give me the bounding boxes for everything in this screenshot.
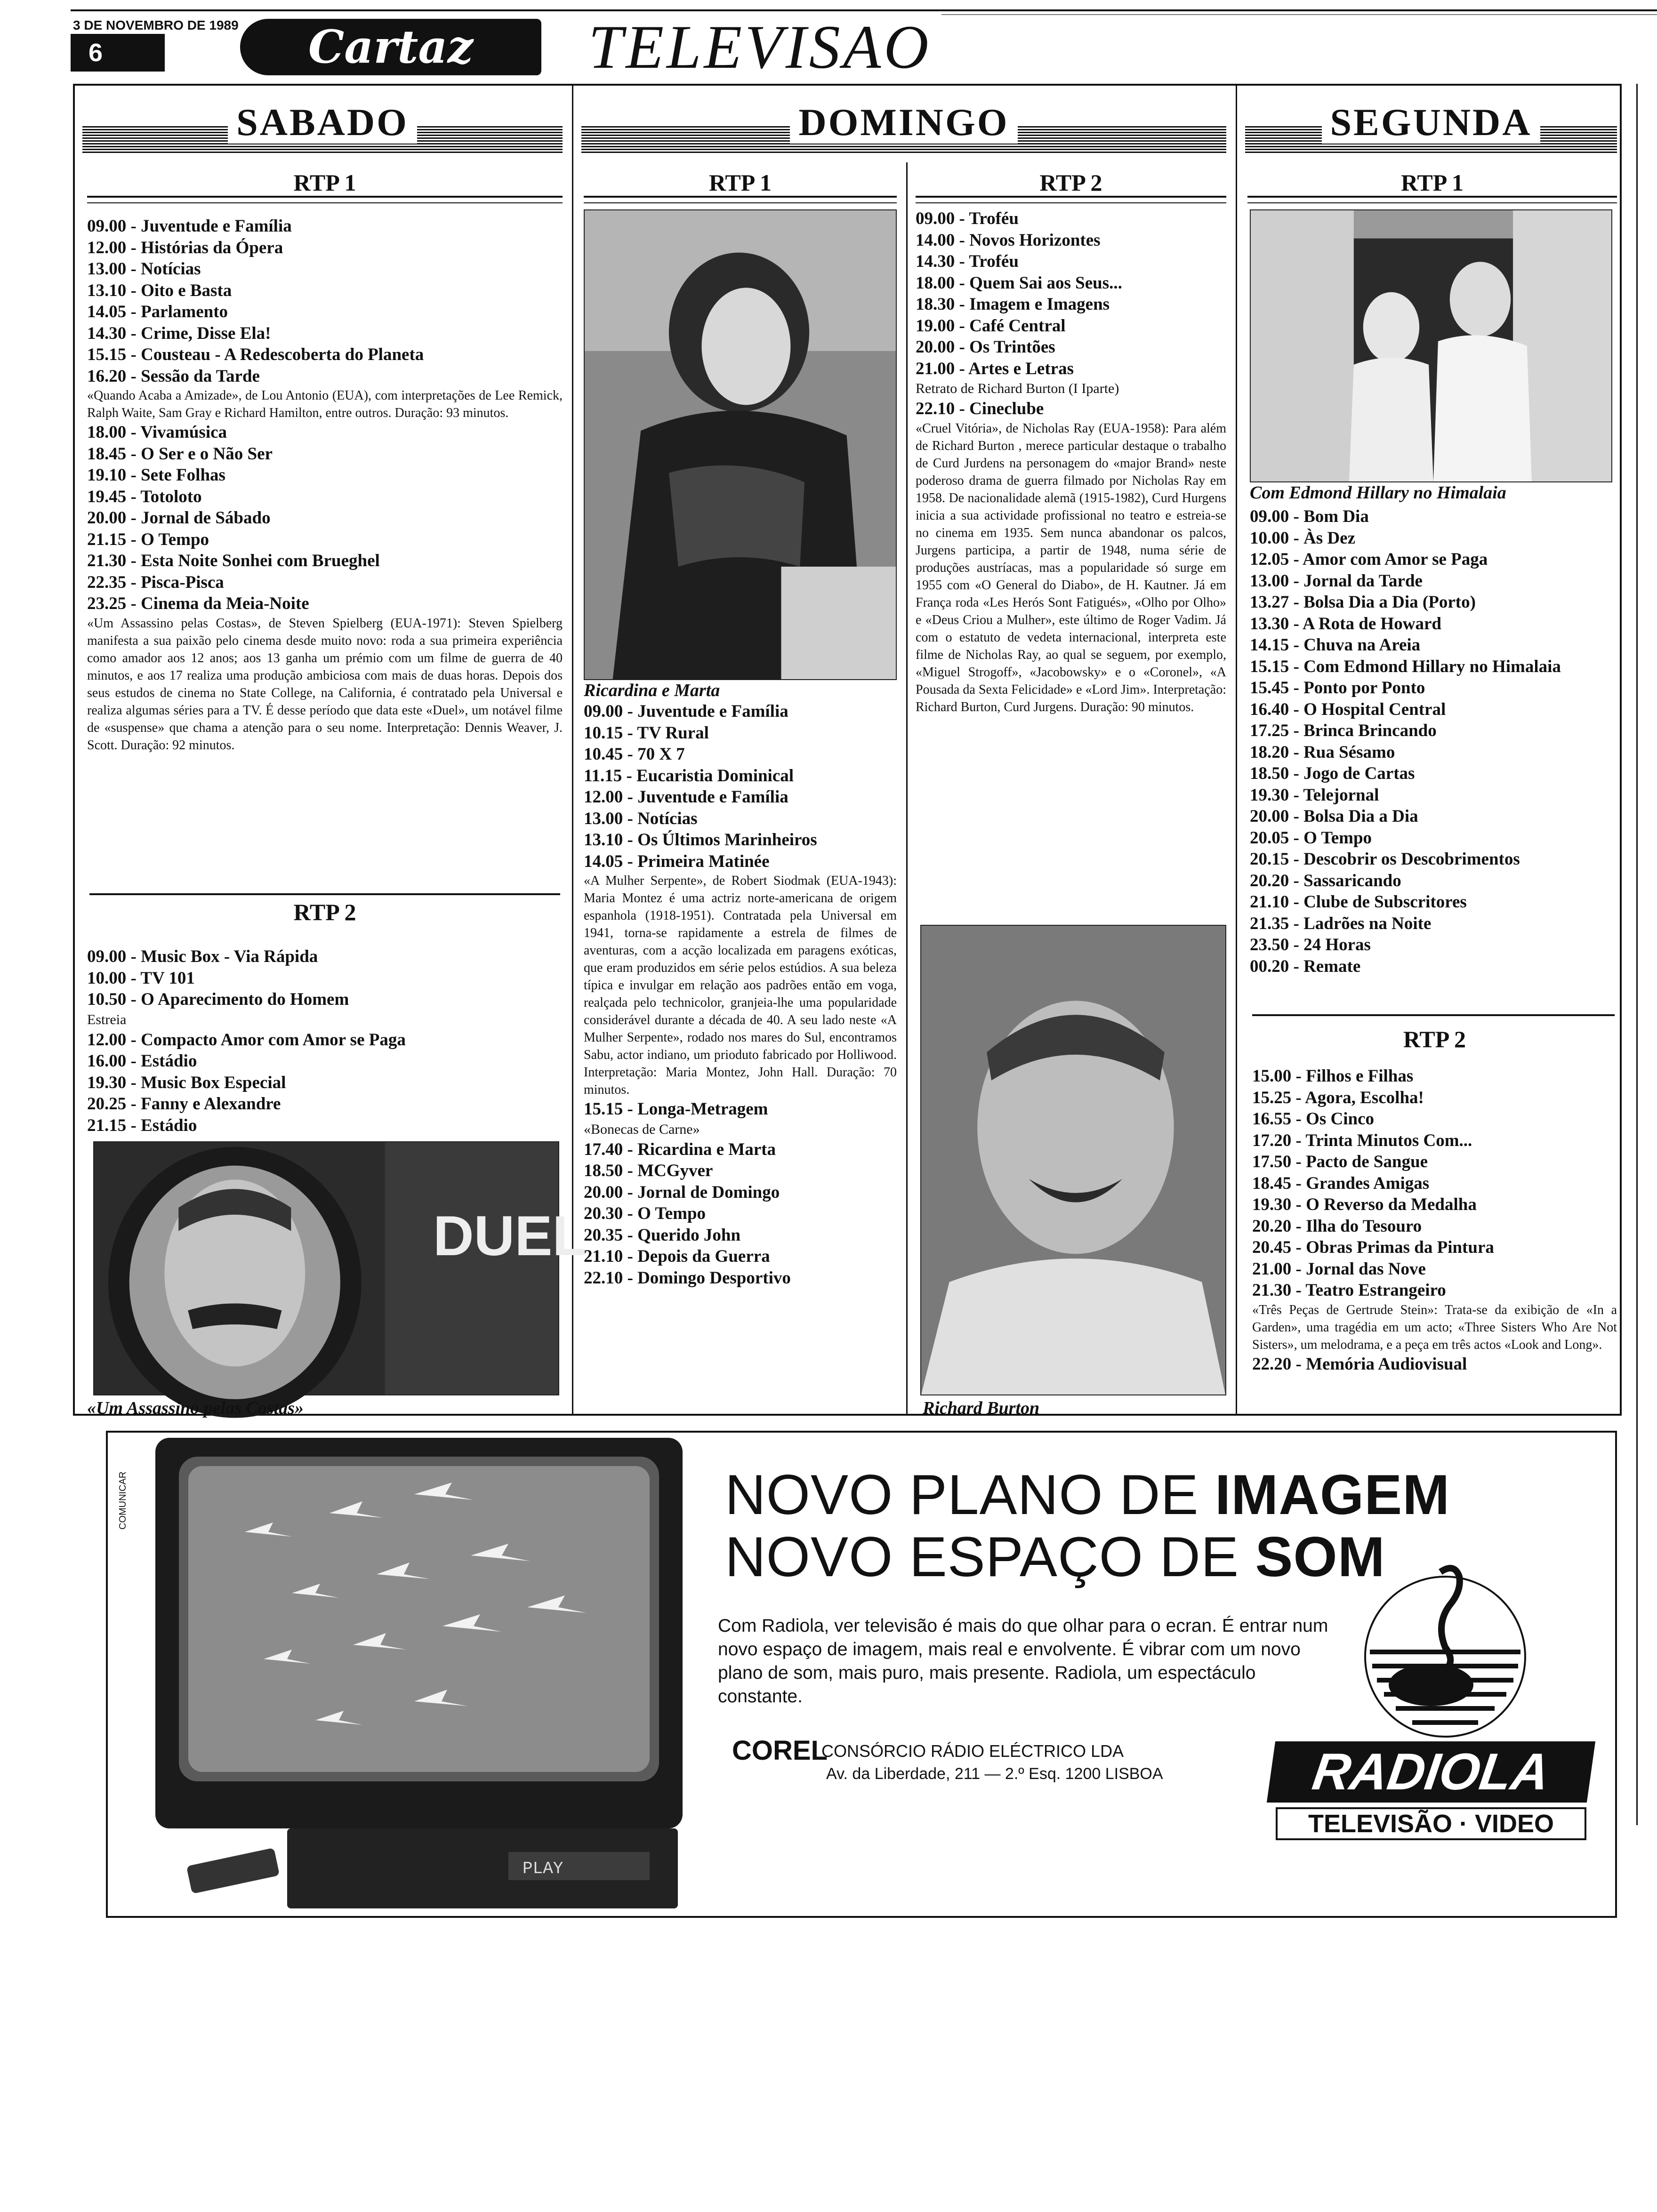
listing-item: 19.30 - Music Box Especial	[87, 1073, 286, 1092]
program-subtitle: Retrato de Richard Burton (I Iparte)	[916, 381, 1119, 396]
listing-item: 15.15 - Com Edmond Hillary no Himalaia	[1250, 657, 1561, 676]
flamingo-sun-icon	[1337, 1544, 1535, 1741]
listing-item: 20.20 - Sassaricando	[1250, 871, 1401, 890]
listing-item: 10.00 - Às Dez	[1250, 528, 1356, 548]
listing	[87, 925, 563, 1136]
listing-item: 18.00 - Quem Sai aos Seus...	[916, 273, 1122, 293]
listing	[87, 203, 563, 754]
channel-name: RTP 2	[1039, 169, 1102, 196]
sat-rtp1-block	[87, 169, 563, 754]
richard-burton-photo	[920, 925, 1226, 1395]
vcr-display: PLAY	[523, 1859, 563, 1878]
headline-line2: NOVO ESPAÇO DE	[725, 1525, 1255, 1588]
listing-item: 10.50 - O Aparecimento do Homem	[87, 990, 349, 1009]
listing-item: 20.00 - Bolsa Dia a Dia	[1250, 807, 1418, 826]
headline-line1-bold: IMAGEM	[1215, 1463, 1450, 1526]
sun-rtp2-block	[916, 169, 1226, 716]
listing-item: 21.00 - Artes e Letras	[916, 359, 1074, 378]
listing-item: 21.15 - Estádio	[87, 1115, 197, 1135]
program-subtitle: Estreia	[87, 1011, 127, 1027]
adjacent-page-edge	[1633, 84, 1657, 1825]
listing-item: 15.25 - Agora, Escolha!	[1252, 1088, 1424, 1107]
listing-item: 16.20 - Sessão da Tarde	[87, 366, 260, 386]
headline-line2-bold: SOM	[1255, 1525, 1385, 1588]
listing-item: 09.00 - Juventude e Família	[87, 216, 292, 236]
duel-photo	[93, 1141, 587, 1395]
listing-item: 15.00 - Filhos e Filhas	[1252, 1066, 1414, 1086]
listing-item: 18.45 - Grandes Amigas	[1252, 1173, 1430, 1193]
day-name: SEGUNDA	[1322, 101, 1541, 144]
listing-item: 20.05 - O Tempo	[1250, 828, 1372, 848]
listing-item: 19.10 - Sete Folhas	[87, 465, 225, 485]
listing-item: 21.10 - Depois da Guerra	[584, 1247, 770, 1266]
channel-rule	[87, 196, 563, 203]
mon-rtp1-block	[1247, 169, 1617, 203]
top-rule-thin	[941, 14, 1657, 15]
listing-item: 19.30 - O Reverso da Medalha	[1252, 1195, 1477, 1214]
listing-item: 12.00 - Compacto Amor com Amor se Paga	[87, 1030, 406, 1050]
channel-name: RTP 1	[293, 169, 356, 196]
listing-item: 12.00 - Juventude e Família	[584, 787, 788, 807]
listing-item: 12.00 - Histórias da Ópera	[87, 238, 283, 257]
sun-rtp1-listing	[584, 680, 897, 1289]
listing-item: 18.50 - MCGyver	[584, 1161, 713, 1180]
listing-item: 20.20 - Ilha do Tesouro	[1252, 1216, 1422, 1236]
channel-name: RTP 1	[709, 169, 772, 196]
listing-item: 21.30 - Teatro Estrangeiro	[1252, 1281, 1446, 1300]
listing-item: 13.10 - Os Últimos Marinheiros	[584, 830, 817, 850]
listing-item: 22.20 - Memória Audiovisual	[1252, 1354, 1467, 1374]
listing-item: 10.45 - 70 X 7	[584, 745, 685, 764]
listing-item: 09.00 - Music Box - Via Rápida	[87, 947, 318, 966]
listing-item: 21.15 - O Tempo	[87, 529, 209, 549]
program-note: «Um Assassino pelas Costas», de Steven Spielberg (EUA-1971): Steven Spielberg manifesta a sua paixão pelo cinema desde muito novo: roda a sua primeira experiência como amador aos 12 anos; aos 13 ganha um prémio com um filme de guerra de 40 minutos, e aos 17 realiza uma produção ambiciosa com mais de duas horas. Depois dos seus estudos de cinema no State College, na California, é contratado pela Universal e realiza algumas séries para a TV. É desse período que data este «Duel», um notável filme de «suspense» que chama a atenção para o seu nome. Interpretação: Dennis Weaver, J. Scott. Duração: 92 minutos.	[87, 616, 563, 753]
listing-item: 09.00 - Juventude e Família	[584, 702, 788, 721]
listing-item: 19.00 - Café Central	[916, 316, 1066, 336]
listing-item: 20.00 - Jornal de Domingo	[584, 1182, 780, 1202]
program-note: «Quando Acaba a Amizade», de Lou Antonio (EUA), com interpretações de Lee Remick, Ralph Waite, Sam Gray e Richard Hamilton, entre outros. Duração: 93 minutos.	[87, 388, 563, 420]
section-title: TELEVISAO	[588, 12, 932, 81]
channel-rule	[1247, 196, 1617, 203]
listing-item: 18.50 - Jogo de Cartas	[1250, 764, 1415, 783]
listing-item: 13.00 - Jornal da Tarde	[1250, 571, 1423, 591]
channel-name: RTP 1	[1401, 169, 1464, 196]
ad-body-copy: Com Radiola, ver televisão é mais do que olhar para o ecran. É entrar num novo espaço de imagem, mais real e envolvente. É vibrar com um novo plano de som, mais puro, mais presente. Radiola, um espectáculo constante.	[718, 1616, 1328, 1707]
listing-item: 14.00 - Novos Horizontes	[916, 230, 1101, 250]
listing-item: 23.25 - Cinema da Meia-Noite	[87, 594, 309, 613]
listing-item: 16.40 - O Hospital Central	[1250, 699, 1446, 719]
sun-rtp1-block	[584, 169, 897, 203]
page-number: 6	[71, 34, 165, 72]
mon-rtp1-listing	[1250, 482, 1617, 977]
listing-item: 13.30 - A Rota de Howard	[1250, 614, 1441, 633]
channel-name: RTP 2	[293, 899, 356, 925]
ricardina-marta-photo	[584, 209, 897, 680]
cartaz-logo: Cartaz	[240, 19, 541, 75]
corel-company-name: CONSÓRCIO RÁDIO ELÉCTRICO LDA	[821, 1741, 1124, 1761]
listing-item: 18.45 - O Ser e o Não Ser	[87, 444, 273, 464]
day-name: SABADO	[228, 101, 417, 144]
headline-line1: NOVO PLANO DE	[725, 1463, 1215, 1526]
listing-item: 19.30 - Telejornal	[1250, 785, 1379, 805]
listing-item: 12.05 - Amor com Amor se Paga	[1250, 550, 1488, 569]
listing-item: 18.30 - Imagem e Imagens	[916, 295, 1110, 314]
listing-item: 14.30 - Troféu	[916, 252, 1019, 271]
listing-item: 23.50 - 24 Horas	[1250, 935, 1371, 954]
listing	[584, 701, 897, 1289]
photo-caption: «Um Assassino pelas Costas»	[87, 1398, 304, 1418]
listing-item: 17.50 - Pacto de Sangue	[1252, 1152, 1428, 1171]
listing-item: 15.15 - Longa-Metragem	[584, 1099, 768, 1119]
listing-item: 15.45 - Ponto por Ponto	[1250, 678, 1425, 697]
duel-title-text: DUEL	[433, 1204, 587, 1267]
listing-item: 20.00 - Os Trintões	[916, 337, 1055, 357]
listing-item: 11.15 - Eucaristia Dominical	[584, 766, 794, 785]
listing-item: 13.00 - Notícias	[584, 809, 698, 828]
listing-item: 14.05 - Parlamento	[87, 302, 228, 321]
tv-vcr-illustration	[151, 1438, 697, 1913]
listing-item: 21.10 - Clube de Subscritores	[1250, 892, 1467, 912]
photo-caption: Ricardina e Marta	[584, 681, 720, 700]
listing	[1252, 1052, 1617, 1375]
photo-caption: Com Edmond Hillary no Himalaia	[1250, 483, 1506, 503]
listing-item: 09.00 - Troféu	[916, 209, 1019, 228]
ad-agency-label: COMUNICAR	[118, 1471, 128, 1530]
corel-address: Av. da Liberdade, 211 — 2.º Esq. 1200 LISBOA	[826, 1765, 1163, 1783]
listing-item: 19.45 - Totoloto	[87, 487, 202, 506]
column-divider	[906, 162, 908, 1416]
listing-item: 22.35 - Pisca-Pisca	[87, 572, 224, 592]
listing-item: 20.35 - Querido John	[584, 1225, 741, 1245]
listing-item: 18.20 - Rua Sésamo	[1250, 742, 1395, 762]
listing-item: 09.00 - Bom Dia	[1250, 507, 1369, 526]
day-header-saturday	[82, 94, 563, 155]
mon-rtp2-block	[1252, 1026, 1617, 1375]
listing-item: 21.00 - Jornal das Nove	[1252, 1259, 1426, 1279]
issue-date: 3 DE NOVEMBRO DE 1989	[73, 18, 239, 32]
radiola-tagline: TELEVISÃO · VIDEO	[1276, 1807, 1586, 1840]
corel-logo: COREL	[732, 1735, 828, 1766]
day-header-monday	[1245, 94, 1617, 155]
channel-rule	[584, 196, 897, 203]
listing-item: 17.20 - Trinta Minutos Com...	[1252, 1130, 1472, 1150]
listing-item: 20.25 - Fanny e Alexandre	[87, 1094, 281, 1114]
listing-item: 17.40 - Ricardina e Marta	[584, 1139, 776, 1159]
sat-rtp2-block	[87, 899, 563, 1136]
program-note: «A Mulher Serpente», de Robert Siodmak (EUA-1943): Maria Montez é uma actriz norte-americana de origem espanhola (1918-1951). Contratada pela Universal em 1941, torna-se rapidamente a estrela de filmes de aventuras, com a acção localizada em paragens exóticas, que eram produzidos em série pelos estúdios. A sua beleza típica e invulgar em relação aos padrões então em voga, realçada pelo technicolor, granjeia-lhe uma popularidade considerável durante a década de 40. A seu lado neste «A Mulher Serpente», rodado nos mares do Sul, encontramos Sabu, actor indiano, um prioduto fabricado por Holliwood. Interpretação: Maria Montez, John Hall. Duração: 70 minutos.	[584, 874, 897, 1097]
hillary-himalaia-photo	[1250, 209, 1612, 482]
listing-item: 15.15 - Cousteau - A Redescoberta do Planeta	[87, 345, 424, 364]
top-rule	[71, 9, 1657, 11]
day-name: DOMINGO	[790, 101, 1017, 144]
listing	[916, 203, 1226, 716]
section-separator	[1252, 1014, 1615, 1016]
column-divider	[1236, 84, 1237, 1416]
listing-item: 20.30 - O Tempo	[584, 1204, 706, 1223]
channel-name: RTP 2	[1403, 1026, 1466, 1052]
listing-item: 20.15 - Descobrir os Descobrimentos	[1250, 850, 1520, 869]
channel-rule	[916, 196, 1226, 203]
listing-item: 10.00 - TV 101	[87, 968, 195, 988]
listing-item: 13.27 - Bolsa Dia a Dia (Porto)	[1250, 593, 1476, 612]
listing-item: 16.55 - Os Cinco	[1252, 1109, 1374, 1129]
program-note: «Três Peças de Gertrude Stein»: Trata-se da exibição de «In a Garden», uma tragédia em um acto; «Three Sisters Who Are Not Sisters», um melodrama, e a peça em três actos «Look and Long».	[1252, 1302, 1617, 1352]
program-note: «Cruel Vitória», de Nicholas Ray (EUA-1958): Para além de Richard Burton , merece particular destaque o trabalho de Curd Jurdens na personagem do «major Brand» neste poderoso drama de guerra filmado por Nicholas Ray em 1958. De nacionalidade alemã (1915-1982), Curd Hurgens inicia a sua actividade profissional no teatro e estreia-se no cinema em 1935. Sem nunca abandonar os palcos, Jurgens participa, a partir de 1948, numa série de produções austríacas, mas a popularidade só surge em 1955 com «O General do Diabo», de H. Kautner. Já em França roda «Les Herós Sont Fatigués», «Olho por Olho» e «Deus Criou a Mulher», este último de Roger Vadim. Já com o estatuto de vedeta internacional, interpreta este filme de Nicholas Ray, ao qual se seguem, por exemplo, «Miguel Strogoff», «Jacobowsky» e o «Coronel», «A Pousada da Sexta Felicidade» e «Lord Jim». Interpretação: Richard Burton, Curd Jurgens. Duração: 90 minutos.	[916, 421, 1226, 714]
listing-item: 14.30 - Crime, Disse Ela!	[87, 323, 271, 343]
listing-item: 20.45 - Obras Primas da Pintura	[1252, 1238, 1494, 1257]
photo-caption: Richard Burton	[923, 1398, 1040, 1418]
listing-item: 22.10 - Domingo Desportivo	[584, 1268, 791, 1288]
listing-item: 00.20 - Remate	[1250, 956, 1361, 976]
listing-item: 16.00 - Estádio	[87, 1051, 197, 1071]
listing-item: 17.25 - Brinca Brincando	[1250, 721, 1437, 740]
section-separator	[89, 893, 560, 895]
listing-item: 13.00 - Notícias	[87, 259, 201, 279]
program-subtitle: «Bonecas de Carne»	[584, 1121, 700, 1137]
listing-item: 18.00 - Vivamúsica	[87, 423, 227, 442]
listing-item: 22.10 - Cineclube	[916, 399, 1044, 418]
listing	[1250, 503, 1617, 977]
day-header-sunday	[581, 94, 1226, 155]
listing-item: 21.30 - Esta Noite Sonhei com Brueghel	[87, 551, 380, 570]
listing-item: 13.10 - Oito e Basta	[87, 281, 232, 300]
listing-item: 10.15 - TV Rural	[584, 723, 709, 743]
listing-item: 14.05 - Primeira Matinée	[584, 851, 770, 871]
radiola-brand: RADIOLA	[1267, 1741, 1595, 1803]
listing-item: 21.35 - Ladrões na Noite	[1250, 914, 1432, 933]
listing-item: 20.00 - Jornal de Sábado	[87, 508, 271, 528]
listing-item: 14.15 - Chuva na Areia	[1250, 635, 1421, 655]
